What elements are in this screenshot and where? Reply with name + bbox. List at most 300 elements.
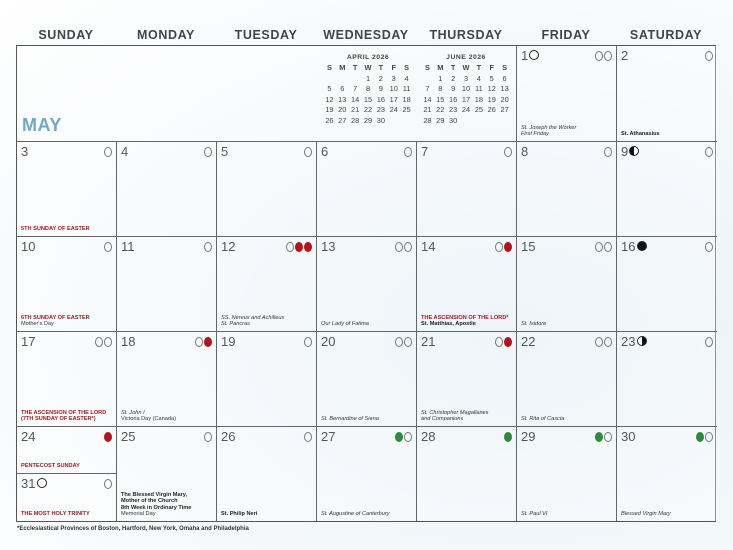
mini-weekday: W — [364, 63, 372, 72]
observance-text: Mother's Day — [21, 321, 54, 328]
weekday-label: MONDAY — [136, 28, 195, 42]
day-number: 21 — [421, 334, 436, 349]
liturgical-color-markers — [595, 432, 612, 442]
liturgical-color-dot-icon — [286, 242, 294, 252]
observance-text: 8th Week in Ordinary Time — [121, 504, 192, 511]
day-observances — [321, 511, 412, 518]
mini-date: 28 — [351, 115, 360, 125]
day-number: 28 — [421, 429, 436, 444]
mini-date: 12 — [487, 84, 496, 93]
mini-weekday: F — [489, 63, 494, 72]
mini-weekday: M — [437, 63, 444, 72]
liturgical-color-dot-icon — [705, 337, 713, 347]
mini-date: 20 — [500, 94, 509, 104]
liturgical-color-dot-icon — [604, 51, 612, 61]
observance-text: PENTECOST SUNDAY — [21, 463, 80, 470]
liturgical-color-markers — [104, 242, 112, 252]
day-observances — [321, 416, 412, 423]
liturgical-color-markers — [705, 51, 713, 61]
day-observances — [121, 410, 212, 423]
liturgical-color-dot-icon — [395, 242, 403, 252]
moon-phase-icon — [629, 146, 639, 156]
liturgical-color-dot-icon — [504, 147, 512, 157]
liturgical-color-dot-icon — [604, 337, 612, 347]
footnote: *Ecclesiastical Provinces of Boston, Hartford, New York, Omaha and Philadelphia — [17, 526, 249, 532]
liturgical-color-markers — [204, 242, 212, 252]
mini-date: 25 — [402, 105, 411, 114]
liturgical-color-dot-icon — [104, 242, 112, 252]
day-observances — [21, 315, 112, 328]
mini-date: 18 — [474, 94, 483, 104]
day-cell[interactable] — [317, 427, 417, 521]
mini-date: 27 — [338, 115, 347, 125]
mini-date: 27 — [500, 105, 509, 114]
moon-phase-icon — [637, 336, 647, 346]
liturgical-color-markers — [286, 242, 312, 252]
observance-text: First Friday — [521, 131, 549, 138]
day-number: 19 — [221, 334, 236, 349]
mini-date: 17 — [389, 94, 398, 104]
liturgical-color-dot-icon — [705, 432, 713, 442]
day-observances — [21, 226, 112, 233]
observance-text: (7TH SUNDAY OF EASTER*) — [21, 416, 96, 423]
observance-text: THE ASCENSION OF THE LORD* — [421, 314, 509, 321]
liturgical-color-dot-icon — [595, 432, 603, 442]
mini-date: 21 — [423, 105, 432, 114]
day-observances — [321, 321, 412, 328]
day-cell[interactable] — [617, 142, 717, 237]
observance-text: St. Paul VI — [521, 511, 548, 518]
observance-text: Mother of the Church — [121, 498, 178, 505]
mini-calendar-title: JUNE 2026 — [446, 54, 486, 61]
day-number: 29 — [521, 429, 536, 444]
mini-date: 10 — [389, 84, 398, 93]
day-cell[interactable] — [17, 427, 117, 474]
liturgical-color-dot-icon — [195, 337, 203, 347]
weekday-header-row — [16, 28, 716, 45]
day-cell[interactable] — [517, 427, 617, 521]
liturgical-color-dot-icon — [304, 432, 312, 442]
mini-date: 9 — [378, 84, 383, 93]
day-number: 16 — [621, 239, 636, 254]
day-number: 4 — [121, 144, 129, 159]
day-observances — [221, 315, 312, 328]
liturgical-color-markers — [304, 337, 312, 347]
day-number: 18 — [121, 334, 136, 349]
liturgical-color-dot-icon — [504, 242, 512, 252]
mini-date: 17 — [461, 94, 471, 104]
mini-date: 4 — [404, 73, 409, 83]
mini-date: 30 — [449, 115, 458, 125]
liturgical-color-dot-icon — [705, 242, 713, 252]
day-number: 9 — [621, 144, 629, 159]
day-cell[interactable] — [617, 46, 717, 142]
liturgical-color-markers — [595, 242, 612, 252]
mini-date: 13 — [338, 94, 347, 104]
day-number: 17 — [21, 334, 36, 349]
mini-date: 2 — [451, 73, 456, 83]
day-observances — [121, 492, 212, 518]
liturgical-color-markers — [595, 337, 612, 347]
day-observances — [621, 511, 713, 518]
liturgical-color-markers — [395, 432, 412, 442]
day-cell[interactable] — [417, 427, 517, 521]
mini-date — [460, 116, 473, 127]
day-cell[interactable] — [317, 332, 417, 427]
mini-weekday: T — [378, 63, 384, 72]
mini-date — [349, 74, 362, 85]
observance-text: 5TH SUNDAY OF EASTER — [21, 226, 90, 233]
mini-calendar-week — [421, 95, 511, 106]
liturgical-color-dot-icon — [595, 242, 603, 252]
liturgical-color-markers — [95, 337, 112, 347]
mini-date: 19 — [487, 94, 496, 104]
moon-phase-icon — [37, 478, 47, 488]
day-number: 2 — [621, 48, 629, 63]
mini-date: 28 — [423, 115, 432, 125]
mini-calendar-week — [421, 116, 511, 127]
mini-weekday: T — [476, 63, 482, 72]
observance-text: SS. Nereus and Achilleus — [221, 314, 285, 321]
mini-date: 24 — [389, 105, 398, 114]
observance-text: St. Joseph the Worker — [521, 124, 577, 131]
mini-date: 1 — [438, 73, 443, 83]
calendar-grid — [16, 45, 716, 522]
mini-date: 6 — [340, 84, 345, 93]
day-cell[interactable] — [117, 142, 217, 237]
day-cell[interactable] — [417, 237, 517, 332]
day-observances — [421, 315, 512, 328]
liturgical-color-dot-icon — [104, 337, 112, 347]
day-cell[interactable] — [517, 332, 617, 427]
mini-date: 21 — [351, 105, 360, 114]
liturgical-color-markers — [705, 147, 713, 157]
observance-text: St. Christopher Magallanes — [421, 409, 489, 416]
weekday-label: TUESDAY — [234, 28, 298, 42]
day-observances — [421, 410, 512, 423]
liturgical-color-dot-icon — [604, 147, 612, 157]
mini-date: 8 — [438, 84, 443, 93]
mini-date: 30 — [376, 115, 385, 125]
liturgical-color-markers — [395, 242, 412, 252]
liturgical-color-markers — [595, 51, 612, 61]
day-observances — [521, 511, 612, 518]
liturgical-color-markers — [404, 147, 412, 157]
mini-date: 8 — [365, 84, 371, 93]
observance-text: St. Philip Neri — [221, 511, 258, 518]
mini-date: 9 — [451, 84, 456, 93]
mini-date: 5 — [327, 84, 332, 93]
day-cell[interactable] — [517, 237, 617, 332]
observance-text: Our Lady of Fatima — [321, 321, 369, 328]
liturgical-color-dot-icon — [395, 432, 403, 442]
mini-date: 11 — [402, 84, 411, 93]
day-number: 23 — [621, 334, 636, 349]
liturgical-color-dot-icon — [604, 432, 612, 442]
mini-weekday: S — [502, 63, 508, 72]
observance-text: Victoria Day (Canada) — [121, 416, 176, 423]
mini-date: 29 — [436, 115, 445, 125]
mini-calendar-week — [323, 105, 413, 116]
day-number: 26 — [221, 429, 236, 444]
liturgical-color-dot-icon — [404, 337, 412, 347]
moon-phase-icon — [637, 241, 647, 251]
mini-date: 20 — [338, 105, 347, 114]
day-number: 8 — [521, 144, 529, 159]
day-number: 1 — [521, 48, 529, 63]
day-number: 31 — [21, 476, 36, 491]
day-cell[interactable] — [17, 474, 117, 521]
liturgical-color-dot-icon — [495, 242, 503, 252]
liturgical-color-markers — [304, 147, 312, 157]
month-header-cell — [17, 46, 517, 142]
mini-date: 15 — [363, 94, 373, 104]
weekday-label: FRIDAY — [541, 28, 591, 42]
day-cell[interactable] — [617, 427, 717, 521]
mini-calendar-weekdays — [421, 63, 511, 74]
day-number: 13 — [321, 239, 336, 254]
liturgical-color-dot-icon — [604, 242, 612, 252]
observance-text: Memorial Day — [121, 511, 156, 518]
day-number: 5 — [221, 144, 229, 159]
mini-weekday: S — [404, 63, 410, 72]
liturgical-color-markers — [104, 147, 112, 157]
liturgical-color-dot-icon — [404, 147, 412, 157]
mini-date: 3 — [463, 73, 469, 83]
liturgical-color-markers — [104, 432, 112, 442]
liturgical-color-dot-icon — [395, 337, 403, 347]
mini-calendar-week — [323, 95, 413, 106]
day-cell[interactable] — [117, 332, 217, 427]
mini-date: 18 — [402, 94, 411, 104]
mini-date: 16 — [376, 94, 385, 104]
liturgical-color-dot-icon — [696, 432, 704, 442]
liturgical-color-markers — [504, 147, 512, 157]
mini-date — [498, 116, 511, 127]
observance-text: St. Pancras — [221, 321, 250, 328]
liturgical-color-markers — [495, 337, 512, 347]
weekday-label: SATURDAY — [629, 28, 703, 42]
liturgical-color-dot-icon — [204, 432, 212, 442]
liturgical-color-markers — [705, 242, 713, 252]
liturgical-color-dot-icon — [304, 242, 312, 252]
day-cell[interactable] — [117, 427, 217, 521]
liturgical-color-dot-icon — [705, 51, 713, 61]
day-number: 24 — [21, 429, 36, 444]
mini-date: 7 — [353, 84, 358, 93]
day-cell[interactable] — [217, 427, 317, 521]
observance-text: THE ASCENSION OF THE LORD — [21, 409, 107, 416]
mini-date: 1 — [365, 73, 371, 83]
day-number: 14 — [421, 239, 436, 254]
mini-date: 6 — [502, 73, 507, 83]
liturgical-color-markers — [696, 432, 713, 442]
observance-text: and Companions — [421, 416, 464, 423]
observance-text: St. Bernardine of Siena — [321, 416, 379, 423]
day-number: 30 — [621, 429, 636, 444]
liturgical-color-dot-icon — [595, 51, 603, 61]
day-observances — [521, 321, 612, 328]
mini-date — [336, 74, 349, 85]
liturgical-color-dot-icon — [495, 337, 503, 347]
mini-date: 3 — [391, 73, 396, 83]
observance-text: THE MOST HOLY TRINITY — [21, 511, 90, 518]
liturgical-color-dot-icon — [304, 147, 312, 157]
day-observances — [221, 511, 312, 518]
mini-date: 7 — [425, 84, 430, 93]
mini-calendar-weekdays — [323, 63, 413, 74]
month-title: MAY — [22, 115, 62, 135]
mini-date: 14 — [423, 94, 432, 104]
mini-calendar-week — [421, 105, 511, 116]
mini-calendar-week — [323, 116, 413, 127]
day-cell[interactable] — [217, 237, 317, 332]
mini-weekday: M — [339, 63, 346, 72]
mini-calendar-week — [421, 74, 511, 85]
liturgical-color-dot-icon — [204, 147, 212, 157]
mini-date: 22 — [436, 105, 445, 114]
liturgical-color-markers — [195, 337, 212, 347]
liturgical-color-dot-icon — [104, 432, 112, 442]
mini-date — [387, 116, 400, 127]
day-cell[interactable] — [17, 237, 117, 332]
day-number: 10 — [21, 239, 36, 254]
mini-calendar-june — [421, 54, 511, 126]
moon-phase-icon — [529, 50, 539, 60]
mini-date: 26 — [487, 105, 496, 114]
liturgical-color-markers — [304, 432, 312, 442]
mini-date: 10 — [461, 84, 471, 93]
liturgical-color-markers — [504, 432, 512, 442]
day-observances — [621, 131, 713, 138]
mini-date: 23 — [449, 105, 458, 114]
observance-text: Blessed Virgin Mary — [621, 511, 671, 518]
mini-date: 2 — [378, 73, 383, 83]
observance-text: St. Augustine of Canterbury — [321, 511, 390, 518]
mini-date: 25 — [474, 105, 483, 114]
day-observances — [21, 410, 112, 423]
liturgical-color-markers — [204, 432, 212, 442]
mini-weekday: S — [326, 63, 332, 72]
day-number: 20 — [321, 334, 336, 349]
mini-weekday: S — [424, 63, 430, 72]
day-observances — [521, 125, 612, 138]
observance-text: St. Rita of Cascia — [521, 416, 565, 423]
mini-date: 4 — [476, 73, 481, 83]
mini-calendar-week — [323, 84, 413, 95]
day-observances — [521, 416, 612, 423]
day-number: 7 — [421, 144, 429, 159]
mini-date: 23 — [376, 105, 385, 114]
mini-date: 11 — [475, 84, 483, 93]
observance-text: St. Athanasius — [621, 131, 660, 138]
liturgical-color-dot-icon — [595, 337, 603, 347]
day-cell[interactable] — [217, 332, 317, 427]
mini-weekday: T — [352, 63, 358, 72]
day-cell[interactable] — [317, 142, 417, 237]
mini-date: 26 — [325, 115, 334, 125]
mini-weekday: W — [462, 63, 470, 72]
day-observances — [21, 463, 112, 470]
day-cell[interactable] — [317, 237, 417, 332]
mini-date — [485, 116, 498, 127]
day-cell[interactable] — [417, 142, 517, 237]
day-number: 25 — [121, 429, 136, 444]
observance-text: 6TH SUNDAY OF EASTER — [21, 314, 90, 321]
mini-date: 22 — [363, 105, 373, 114]
mini-date — [400, 116, 413, 127]
day-number: 12 — [221, 239, 236, 254]
observance-text: St. Matthias, Apostle — [421, 321, 476, 328]
day-cell[interactable] — [17, 332, 117, 427]
liturgical-color-dot-icon — [95, 337, 103, 347]
liturgical-color-markers — [604, 147, 612, 157]
mini-date: 13 — [500, 84, 509, 93]
mini-date: 19 — [325, 105, 334, 114]
day-number: 27 — [321, 429, 336, 444]
liturgical-color-dot-icon — [204, 337, 212, 347]
mini-date: 15 — [436, 94, 445, 104]
day-cell[interactable] — [617, 332, 717, 427]
mini-date: 5 — [489, 73, 494, 83]
liturgical-color-dot-icon — [104, 479, 112, 489]
mini-date — [421, 74, 434, 85]
liturgical-color-markers — [495, 242, 512, 252]
mini-date: 14 — [351, 94, 360, 104]
liturgical-color-dot-icon — [404, 242, 412, 252]
mini-date — [472, 116, 485, 127]
weekday-label: SUNDAY — [38, 28, 94, 42]
observance-text: The Blessed Virgin Mary, — [121, 491, 188, 498]
day-cell[interactable] — [617, 237, 717, 332]
liturgical-color-dot-icon — [295, 242, 303, 252]
mini-date: 16 — [449, 94, 458, 104]
mini-date: 12 — [325, 94, 334, 104]
observance-text: St. Isidore — [521, 321, 547, 328]
day-cell[interactable] — [117, 237, 217, 332]
mini-calendar-april — [323, 54, 413, 126]
liturgical-color-markers — [705, 337, 713, 347]
mini-date: 24 — [461, 105, 471, 114]
weekday-label: THURSDAY — [429, 28, 503, 42]
day-cell[interactable] — [517, 142, 617, 237]
day-number: 22 — [521, 334, 536, 349]
liturgical-color-dot-icon — [104, 147, 112, 157]
observance-text: St. John I — [121, 409, 145, 416]
day-number: 3 — [21, 144, 29, 159]
liturgical-color-dot-icon — [304, 337, 312, 347]
liturgical-color-dot-icon — [404, 432, 412, 442]
day-cell[interactable] — [17, 142, 117, 237]
weekday-label: WEDNESDAY — [323, 28, 409, 42]
mini-calendar-week — [421, 84, 511, 95]
mini-calendar-title: APRIL 2026 — [346, 54, 390, 61]
day-cell[interactable] — [517, 46, 617, 142]
day-cell[interactable] — [217, 142, 317, 237]
mini-calendar-week — [323, 74, 413, 85]
day-number: 15 — [521, 239, 536, 254]
liturgical-color-dot-icon — [705, 147, 713, 157]
day-cell[interactable] — [417, 332, 517, 427]
liturgical-color-markers — [395, 337, 412, 347]
day-number: 6 — [321, 144, 329, 159]
day-observances — [21, 511, 112, 518]
liturgical-color-markers — [104, 479, 112, 489]
mini-weekday: F — [391, 63, 396, 72]
mini-weekday: T — [450, 63, 456, 72]
liturgical-color-dot-icon — [504, 432, 512, 442]
liturgical-color-dot-icon — [504, 337, 512, 347]
